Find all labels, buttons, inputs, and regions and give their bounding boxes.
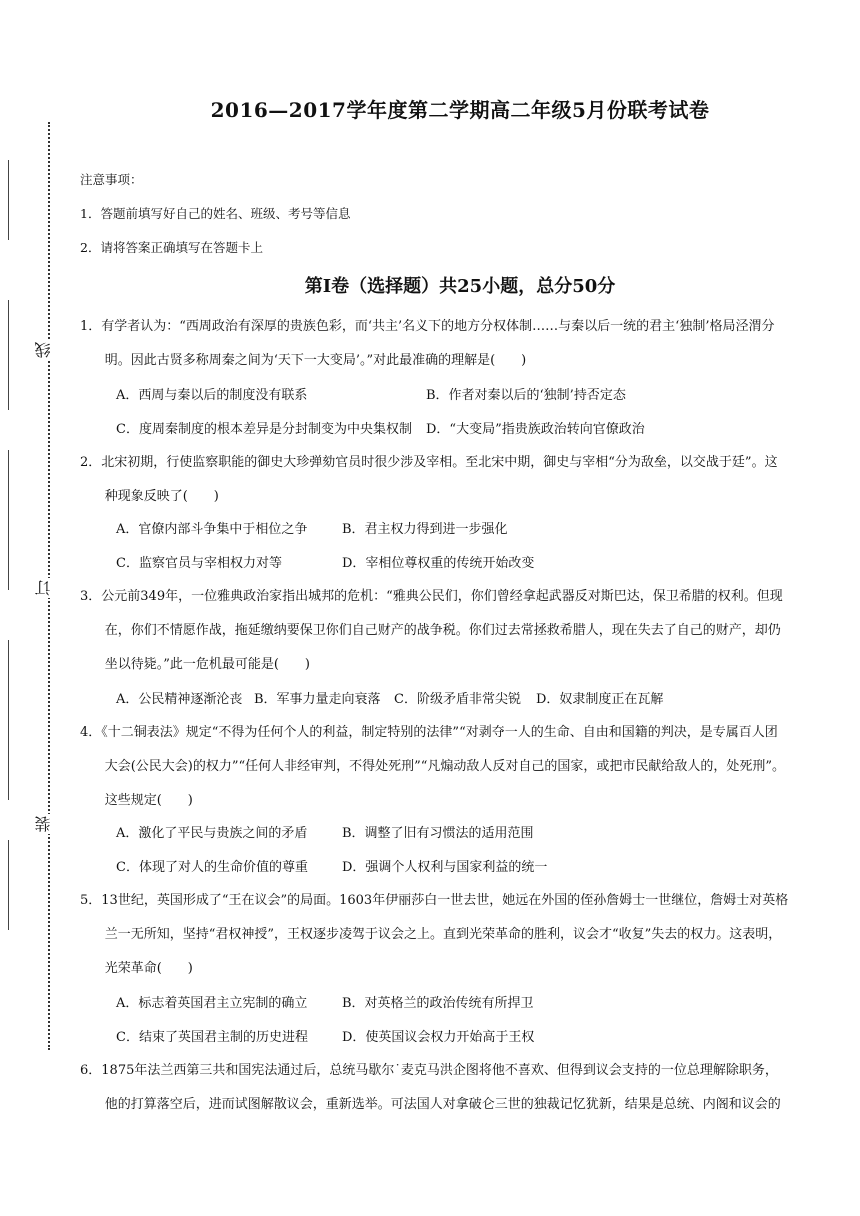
option-b: B．调整了旧有习惯法的适用范围 [342, 826, 534, 841]
option-b: B．军事力量走向衰落 [254, 692, 381, 707]
question-5 [80, 884, 790, 986]
notice-item: 1．答题前填写好自己的姓名、班级、考号等信息 [80, 206, 351, 221]
option-c: C．结束了英国君主制的历史进程 [116, 1030, 308, 1045]
option-a: A．公民精神逐渐沦丧 [116, 692, 243, 707]
question-stem: 1．有学者认为：“西周政治有深厚的贵族色彩，而‘共主’名义下的地方分权体制……与秦以后一统的君主‘独制’格局泾渭分明。因此古贤多称周秦之间为‘天下一大变局’。”对此最准确的理解是( ) [80, 319, 775, 368]
binding-char-ding: 订 [34, 580, 53, 596]
margin-number-rule [8, 450, 9, 590]
option-d: D．宰相位尊权重的传统开始改变 [342, 556, 535, 571]
option-c: C．度周秦制度的根本差异是分封制变为中央集权制 [116, 422, 412, 437]
exam-title: 2016—2017学年度第二学期高二年级5月份联考试卷 [210, 98, 710, 122]
option-c: C．体现了对人的生命价值的尊重 [116, 860, 308, 875]
question-stem: 5．13世纪，英国形成了“王在议会”的局面。1603年伊丽莎白一世去世，她远在外国的侄孙詹姆士一世继位，詹姆士对英格兰一无所知，坚持“君权神授”，王权逐步凌驾于议会之上。直到光荣革命的胜利，议会才“收复”失去的权力。这表明，光荣革命( ) [80, 893, 789, 976]
question-3 [80, 580, 790, 682]
option-b: B．作者对秦以后的‘独制’持否定态 [426, 388, 626, 403]
margin-seat-rule [8, 640, 9, 800]
margin-class-rule [8, 300, 9, 410]
option-d: D．强调个人权利与国家利益的统一 [342, 860, 548, 875]
option-c: C．监察官员与宰相权力对等 [116, 556, 282, 571]
option-d: D．“大变局”指贵族政治转向官僚政治 [426, 422, 645, 437]
question-6 [80, 1054, 790, 1122]
option-a: A．标志着英国君主立宪制的确立 [116, 996, 308, 1011]
option-a: A．官僚内部斗争集中于相位之争 [116, 522, 308, 537]
question-stem: 6．1875年法兰西第三共和国宪法通过后，总统马歇尔˙麦克马洪企图将他不喜欢、但得到议会支持的一位总理解除职务，他的打算落空后，进而试图解散议会，重新选举。可法国人对拿破仑三世的独裁记忆犹新，结果是总统、内阁和议会的 [80, 1063, 781, 1112]
question-stem: 4．《十二铜表法》规定“不得为任何个人的利益，制定特别的法律”“对剥夺一人的生命、自由和国籍的判决，是专属百人团大会(公民大会)的权力”“任何人非经审判，不得处死刑”“凡煽动敌人反对自己的国家，或把市民献给敌人的，处死刑”。这些规定( ) [80, 725, 786, 808]
margin-school-rule [8, 840, 9, 930]
option-c: C．阶级矛盾非常尖锐 [394, 692, 521, 707]
option-d: D．奴隶制度正在瓦解 [536, 692, 664, 707]
question-2 [80, 446, 790, 514]
option-b: B．君主权力得到进一步强化 [342, 522, 508, 537]
option-a: A．西周与秦以后的制度没有联系 [116, 388, 308, 403]
binding-char-xian: 线 [34, 342, 53, 358]
question-1 [80, 310, 790, 378]
option-a: A．激化了平民与贵族之间的矛盾 [116, 826, 308, 841]
binding-char-zhuang: 装 [34, 816, 53, 832]
margin-name-rule [8, 160, 9, 240]
question-stem: 3．公元前349年，一位雅典政治家指出城邦的危机：“雅典公民们，你们曾经拿起武器反对斯巴达，保卫希腊的权利。但现在，你们不情愿作战，拖延缴纳要保卫你们自己财产的战争税。你们过去常拯救希腊人，现在失去了自己的财产，却仍坐以待毙。”此一危机最可能是( ) [80, 589, 783, 672]
notice-heading: 注意事项： [80, 172, 143, 187]
question-4 [80, 716, 790, 818]
question-stem: 2．北宋初期，行使监察职能的御史大珍弹劾官员时很少涉及宰相。至北宋中期，御史与宰相“分为敌垒，以交战于廷”。这种现象反映了( ) [80, 455, 778, 504]
section-title: 第I卷（选择题）共25小题，总分50分 [304, 276, 616, 297]
option-d: D．使英国议会权力开始高于王权 [342, 1030, 535, 1045]
notice-item: 2．请将答案正确填写在答题卡上 [80, 240, 263, 255]
option-b: B．对英格兰的政治传统有所捍卫 [342, 996, 534, 1011]
